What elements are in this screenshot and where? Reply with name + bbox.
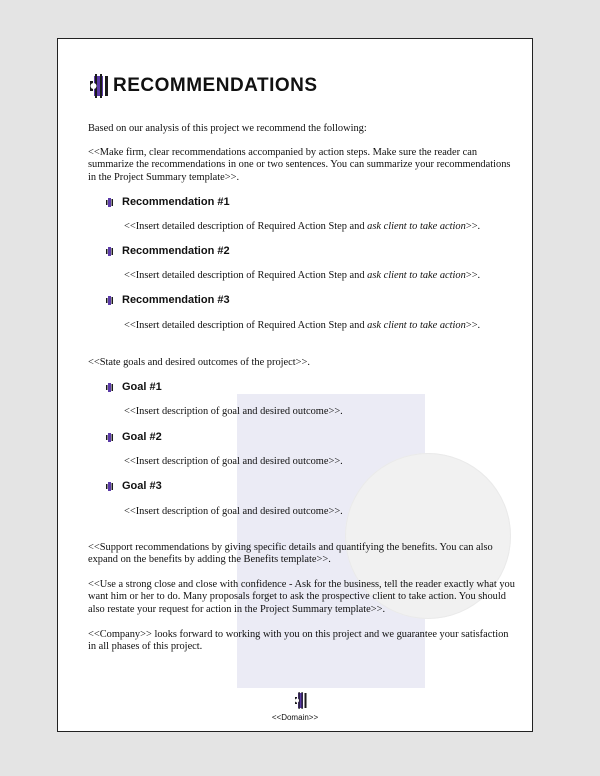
brand-logo-icon — [90, 74, 110, 98]
close-paragraph: <<Use a strong close and close with confidence - Ask for the business, tell the reader exactly what you want him or her to do. Many proposals forget to ask the prospective client to take action. You should also restate your request for action in the Project Summary template>>. — [88, 579, 515, 615]
summary-instruction-paragraph: <<Make firm, clear recommendations accompanied by action steps. Make sure the reader can summarize the recommendations in one or two sentences. You can summarize your recommendations in the Project Summary template>>. — [88, 147, 511, 183]
recommendation-title: Recommendation #1 — [122, 196, 230, 208]
goals-intro-paragraph: <<State goals and desired outcomes of the project>>. — [88, 357, 310, 368]
recommendation-description: <<Insert detailed description of Required Action Step and ask client to take action>>. — [124, 320, 481, 331]
page-title: RECOMMENDATIONS — [113, 75, 318, 96]
goal-heading — [106, 381, 162, 393]
goal-description: <<Insert description of goal and desired outcome>>. — [124, 406, 343, 417]
bullet-icon — [106, 247, 113, 256]
recommendation-title: Recommendation #3 — [122, 294, 230, 306]
bullet-icon — [106, 433, 113, 442]
footer-logo-icon — [295, 692, 307, 709]
goal-description: <<Insert description of goal and desired outcome>>. — [124, 456, 343, 467]
goal-heading — [106, 480, 162, 492]
section-heading — [90, 74, 318, 98]
document-page — [57, 38, 533, 732]
footer-domain: <<Domain>> — [271, 713, 319, 722]
goal-title: Goal #2 — [122, 431, 162, 443]
goal-title: Goal #3 — [122, 480, 162, 492]
intro-paragraph: Based on our analysis of this project we recommend the following: — [88, 123, 367, 134]
company-paragraph: <<Company>> looks forward to working with you on this project and we guarantee your satisfaction in all phases of this project. — [88, 629, 509, 653]
recommendation-title: Recommendation #2 — [122, 245, 230, 257]
goal-heading — [106, 431, 162, 443]
bullet-icon — [106, 482, 113, 491]
recommendation-heading — [106, 245, 230, 257]
recommendation-heading — [106, 196, 230, 208]
goal-description: <<Insert description of goal and desired outcome>>. — [124, 506, 343, 517]
bullet-icon — [106, 383, 113, 392]
bullet-icon — [106, 198, 113, 207]
recommendation-heading — [106, 294, 230, 306]
bullet-icon — [106, 296, 113, 305]
recommendation-description: <<Insert detailed description of Required Action Step and ask client to take action>>. — [124, 221, 481, 232]
recommendation-description: <<Insert detailed description of Required Action Step and ask client to take action>>. — [124, 270, 481, 281]
goal-title: Goal #1 — [122, 381, 162, 393]
support-paragraph: <<Support recommendations by giving specific details and quantifying the benefits. You can also expand on the benefits by adding the Benefits template>>. — [88, 542, 493, 566]
